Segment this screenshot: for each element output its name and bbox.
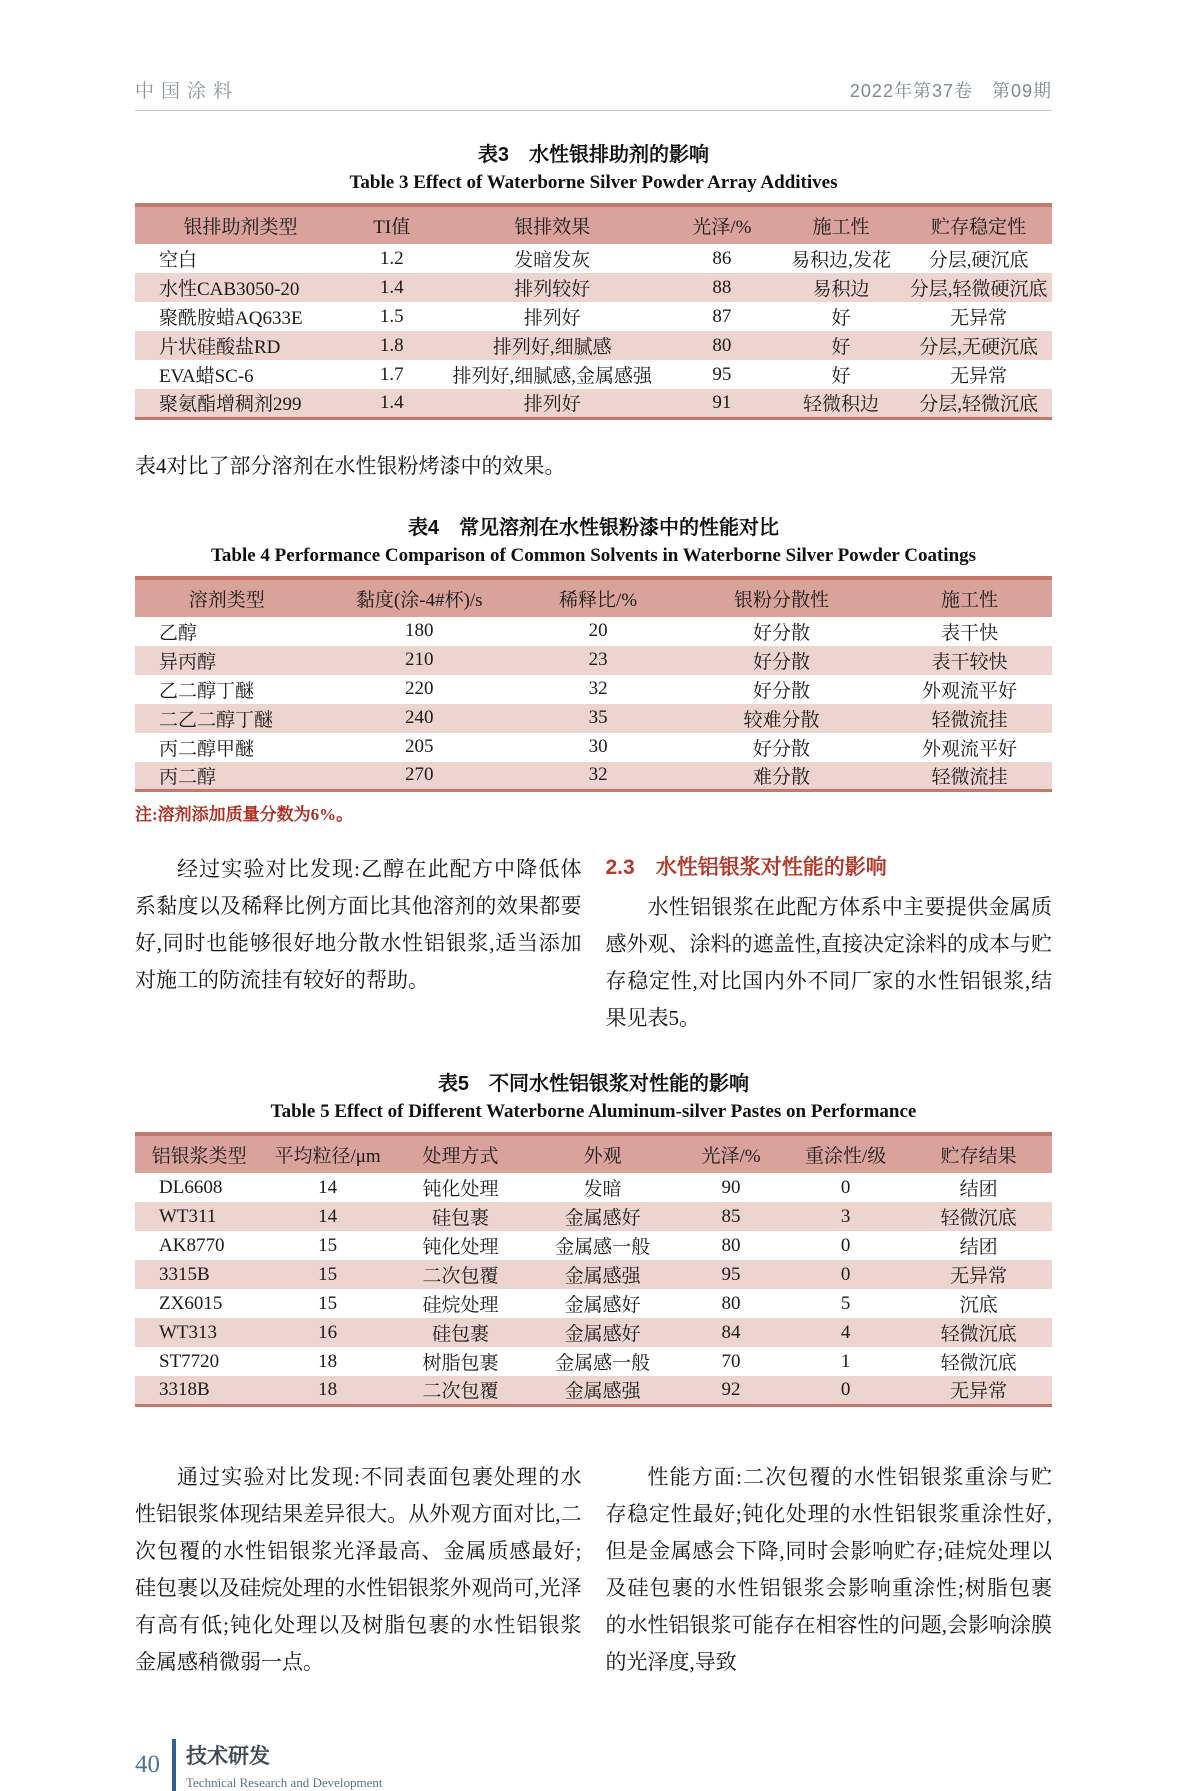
table5-caption — [135, 1067, 1052, 1123]
table-cell: 分层,硬沉底 — [928, 250, 1029, 271]
table-cell: 270 — [405, 764, 434, 786]
column-header: 外观 — [529, 1134, 676, 1173]
table-row — [135, 1173, 1052, 1202]
table-cell: DL6608 — [159, 1176, 223, 1198]
table-cell: WT311 — [159, 1205, 217, 1227]
footer-section-cn: 技术研发 — [186, 1744, 270, 1768]
table4-solvent-comparison — [135, 576, 1052, 793]
mid-right-column — [606, 851, 1053, 1037]
table-row — [135, 1347, 1052, 1376]
table-cell: 0 — [840, 1263, 851, 1285]
table-cell: 30 — [588, 736, 608, 757]
column-header: 贮存结果 — [905, 1134, 1052, 1173]
table5-caption-cn: 表5 不同水性铝银浆对性能的影响 — [437, 1073, 750, 1095]
column-header: 溶剂类型 — [135, 578, 318, 617]
table-cell: 32 — [588, 678, 608, 699]
table-cell: 好分散 — [752, 651, 810, 673]
table-cell: 排列好 — [523, 308, 581, 329]
table-cell: EVA蜡SC-6 — [159, 366, 254, 387]
table-cell: 15 — [318, 1263, 338, 1285]
table3-caption-en: Table 3 Effect of Waterborne Silver Powder Array Additives — [349, 172, 838, 193]
mid-left-column — [135, 851, 582, 1037]
table-cell: 5 — [840, 1292, 851, 1314]
mid-text-columns — [135, 851, 1052, 1037]
table-cell: 丙二醇 — [159, 766, 217, 788]
table-cell: 结团 — [959, 1179, 998, 1200]
table-cell: 金属感强 — [564, 1266, 641, 1287]
table-cell: 80 — [712, 334, 732, 356]
table-cell: 排列较好 — [514, 279, 591, 300]
table-cell: 金属感好 — [564, 1324, 641, 1345]
table-cell: 0 — [840, 1378, 851, 1400]
table-header-row — [135, 205, 1052, 244]
column-header: 稀释比/% — [520, 578, 676, 617]
table-cell: 1.7 — [379, 363, 404, 385]
table-row — [135, 1289, 1052, 1318]
table-cell: 18 — [318, 1378, 338, 1400]
table-cell: 硅包裹 — [432, 1324, 490, 1345]
table-cell: 84 — [721, 1321, 741, 1343]
table-cell: 205 — [405, 736, 434, 757]
table-cell: 分层,轻微沉底 — [919, 394, 1038, 416]
table-cell: 易积边,发花 — [791, 250, 891, 271]
table-row — [135, 1376, 1052, 1405]
table-cell: 聚酰胺蜡AQ633E — [159, 308, 303, 329]
column-header: 平均粒径/μm — [263, 1134, 391, 1173]
table-cell: 金属感强 — [564, 1381, 641, 1403]
table-cell: 80 — [721, 1292, 741, 1314]
section-heading-2-3: 2.3 水性铝银浆对性能的影响 — [605, 856, 887, 879]
table-cell: 乙醇 — [159, 622, 198, 644]
table-cell: 好 — [831, 337, 851, 358]
table-header-row — [135, 578, 1052, 617]
table-cell: 好分散 — [752, 738, 810, 760]
table-cell: 16 — [318, 1321, 338, 1343]
table-cell: 1.5 — [379, 305, 404, 327]
table4-note: 注:溶剂添加质量分数为6%。 — [135, 805, 354, 824]
table-cell: 排列好,细腻感,金属感强 — [452, 366, 652, 387]
column-header: 重涂性/级 — [786, 1134, 905, 1173]
table-cell: 钝化处理 — [422, 1237, 499, 1258]
table-row — [135, 1260, 1052, 1289]
table-cell: 3318B — [159, 1378, 210, 1400]
table-cell: 树脂包裹 — [422, 1353, 499, 1374]
page-number: 40 — [135, 1750, 160, 1778]
table3-silver-array-additives — [135, 203, 1052, 420]
column-header: 银排效果 — [438, 205, 667, 244]
table-cell: 轻微流挂 — [931, 766, 1008, 788]
table-row — [135, 244, 1052, 273]
table-cell: 20 — [588, 620, 608, 641]
table-row — [135, 302, 1052, 331]
footer-accent-bar — [172, 1739, 176, 1791]
table-cell: 排列好,细腻感 — [492, 337, 612, 358]
paragraph-ethanol-conclusion: 经过实验对比发现:乙醇在此配方中降低体系黏度以及稀释比例方面比其他溶剂的效果都要好,同时也能够很好地分散水性铝银浆,适当添加对施工的防流挂有较好的帮助。 — [135, 857, 582, 992]
table-cell: 80 — [721, 1234, 741, 1256]
table-cell: 1.2 — [379, 247, 404, 269]
table-cell: 表干快 — [940, 622, 998, 644]
table-row — [135, 1231, 1052, 1260]
table-cell: 91 — [712, 391, 732, 413]
paragraph-table4-intro: 表4对比了部分溶剂在水性银粉烤漆中的效果。 — [135, 453, 566, 478]
table-cell: 乙二醇丁醚 — [159, 680, 255, 702]
table-cell: 难分散 — [752, 766, 810, 788]
paragraph-aluminum-paste-intro: 水性铝银浆在此配方体系中主要提供金属质感外观、涂料的遮盖性,直接决定涂料的成本与贮存稳定性,对比国内外不同厂家的水性铝银浆,结果见表5。 — [605, 895, 1052, 1030]
table-cell: 发暗发灰 — [514, 250, 591, 271]
table-row — [135, 617, 1052, 646]
table-cell: 210 — [405, 649, 434, 670]
table-cell: 轻微积边 — [803, 394, 880, 416]
table-row — [135, 675, 1052, 704]
column-header: 铝银浆类型 — [135, 1134, 263, 1173]
paragraph-surface-treatment-comparison: 通过实验对比发现:不同表面包裹处理的水性铝银浆体现结果差异很大。从外观方面对比,二次包覆的水性铝银浆光泽最高、金属质感最好;硅包裹以及硅烷处理的水性铝银浆外观尚可,光泽有高有低;钝化处理以及树脂包裹的水性铝银浆金属感稍微弱一点。 — [135, 1464, 582, 1674]
column-header: 施工性 — [777, 205, 905, 244]
table-cell: 14 — [318, 1205, 338, 1227]
table-cell: 好分散 — [752, 680, 810, 702]
table-cell: 金属感好 — [564, 1295, 641, 1316]
table-cell: 空白 — [159, 250, 198, 271]
table-cell: 无异常 — [950, 1266, 1008, 1287]
table-cell: 95 — [712, 363, 732, 385]
table-cell: 分层,轻微硬沉底 — [909, 279, 1048, 300]
table-cell: 好 — [831, 366, 851, 387]
column-header: 光泽/% — [667, 205, 777, 244]
table-cell: 分层,无硬沉底 — [919, 337, 1038, 358]
table-cell: 无异常 — [950, 366, 1008, 387]
bottom-left-column — [135, 1459, 582, 1681]
table-cell: 1.4 — [379, 391, 404, 413]
column-header: 处理方式 — [392, 1134, 530, 1173]
table-cell: 70 — [721, 1350, 741, 1372]
table-cell: 1.8 — [379, 334, 404, 356]
table-cell: 轻微沉底 — [940, 1208, 1017, 1229]
paragraph-performance-comparison: 性能方面:二次包覆的水性铝银浆重涂与贮存稳定性最好;钝化处理的水性铝银浆重涂性好,但是金属感会下降,同时会影响贮存;硅烷处理以及硅包裹的水性铝银浆会影响重涂性;树脂包裹的水性铝银浆可能存在相容性的问题,会影响涂膜的光泽度,导致 — [605, 1464, 1052, 1674]
column-header: 贮存稳定性 — [905, 205, 1052, 244]
table-cell: 外观流平好 — [921, 738, 1017, 760]
column-header: 黏度(涂-4#杯)/s — [318, 578, 520, 617]
table-row — [135, 733, 1052, 762]
column-header: TI值 — [346, 205, 438, 244]
table-cell: 发暗 — [583, 1179, 622, 1200]
table-cell: 金属感好 — [564, 1208, 641, 1229]
table-cell: 排列好 — [523, 394, 581, 416]
table-cell: 4 — [840, 1321, 851, 1343]
column-header: 银排助剂类型 — [135, 205, 346, 244]
table-row — [135, 762, 1052, 791]
footer-section-en: Technical Research and Development — [186, 1774, 383, 1790]
page-header — [135, 76, 1052, 111]
table-cell: 88 — [712, 276, 732, 298]
table-cell: 轻微流挂 — [931, 709, 1008, 731]
journal-name: 中国涂料 — [135, 81, 240, 102]
issue-info: 2022年第37卷 第09期 — [849, 81, 1052, 101]
table-cell: 片状硅酸盐RD — [159, 337, 281, 358]
table-cell: 异丙醇 — [159, 651, 217, 673]
table4-caption-en: Table 4 Performance Comparison of Common Solvents in Waterborne Silver Powder Coatings — [210, 544, 977, 566]
table-cell: 硅包裹 — [432, 1208, 490, 1229]
table-cell: 轻微沉底 — [940, 1324, 1017, 1345]
table-cell: 轻微沉底 — [940, 1353, 1017, 1374]
table-cell: 85 — [721, 1205, 741, 1227]
table-cell: ST7720 — [159, 1350, 220, 1372]
table-cell: 3315B — [159, 1263, 210, 1285]
table-cell: 23 — [588, 649, 608, 670]
table-cell: WT313 — [159, 1321, 218, 1343]
table-cell: 易积边 — [812, 279, 870, 300]
table-cell: 金属感一般 — [555, 1237, 651, 1258]
table-row — [135, 1318, 1052, 1347]
page-content — [135, 0, 1052, 1791]
column-header: 光泽/% — [676, 1134, 786, 1173]
table-cell: 86 — [712, 247, 732, 269]
table3-caption — [135, 138, 1052, 194]
table-cell: 87 — [712, 305, 732, 327]
table-cell: ZX6015 — [159, 1292, 223, 1314]
table-cell: 结团 — [959, 1237, 998, 1258]
column-header: 银粉分散性 — [676, 578, 887, 617]
table-cell: 92 — [721, 1378, 741, 1400]
table-cell: 金属感一般 — [555, 1353, 651, 1374]
table4-caption-cn: 表4 常见溶剂在水性银粉漆中的性能对比 — [407, 516, 780, 539]
table-cell: 无异常 — [950, 308, 1008, 329]
footer-section — [186, 1740, 383, 1791]
table-row — [135, 1202, 1052, 1231]
table-cell: 220 — [405, 678, 434, 699]
table4-caption — [135, 511, 1052, 567]
table-cell: 0 — [840, 1234, 851, 1256]
table-cell: 1.4 — [379, 276, 404, 298]
table-cell: 二次包覆 — [422, 1381, 499, 1403]
table-cell: 0 — [840, 1176, 851, 1198]
column-header: 施工性 — [887, 578, 1052, 617]
table5-caption-en: Table 5 Effect of Different Waterborne Aluminum-silver Pastes on Performance — [270, 1101, 917, 1122]
table-row — [135, 389, 1052, 418]
table-row — [135, 704, 1052, 733]
table-cell: 聚氨酯增稠剂299 — [159, 394, 302, 416]
table-row — [135, 331, 1052, 360]
table-cell: 水性CAB3050-20 — [159, 279, 300, 300]
table-header-row — [135, 1134, 1052, 1173]
table-cell: 3 — [840, 1205, 851, 1227]
bottom-text-columns — [135, 1459, 1052, 1681]
table-cell: 32 — [588, 764, 608, 786]
table-cell: AK8770 — [159, 1234, 225, 1256]
table-cell: 90 — [721, 1176, 741, 1198]
table-cell: 沉底 — [959, 1295, 998, 1316]
table-cell: 95 — [721, 1263, 741, 1285]
table3-caption-cn: 表3 水性银排助剂的影响 — [477, 144, 710, 166]
table-cell: 较难分散 — [743, 709, 820, 731]
table-cell: 14 — [318, 1176, 338, 1198]
table-row — [135, 273, 1052, 302]
table-cell: 好分散 — [752, 622, 810, 644]
table-cell: 硅烷处理 — [422, 1295, 499, 1316]
table-cell: 表干较快 — [931, 651, 1008, 673]
table-cell: 15 — [318, 1292, 338, 1314]
table-cell: 1 — [840, 1350, 851, 1372]
page-footer — [135, 1739, 1052, 1791]
table-cell: 15 — [318, 1234, 338, 1256]
table-cell: 好 — [831, 308, 851, 329]
table-cell: 外观流平好 — [921, 680, 1017, 702]
table-cell: 丙二醇甲醚 — [159, 738, 255, 760]
table-cell: 钝化处理 — [422, 1179, 499, 1200]
table-row — [135, 360, 1052, 389]
bottom-right-column — [606, 1459, 1053, 1681]
table-cell: 240 — [405, 707, 434, 728]
table-cell: 18 — [318, 1350, 338, 1372]
table-cell: 二乙二醇丁醚 — [159, 709, 274, 731]
table-row — [135, 646, 1052, 675]
table5-aluminum-paste-effect — [135, 1132, 1052, 1407]
table-cell: 无异常 — [950, 1381, 1008, 1403]
table-cell: 二次包覆 — [422, 1266, 499, 1287]
table-cell: 180 — [405, 620, 434, 641]
table-cell: 35 — [588, 707, 608, 728]
